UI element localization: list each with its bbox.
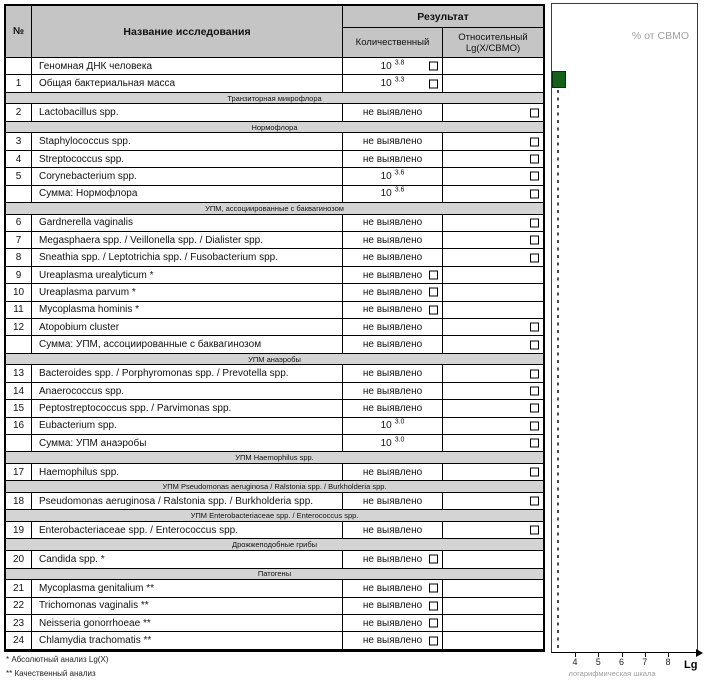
row-number: 18 — [6, 493, 32, 509]
row-number: 24 — [6, 632, 32, 648]
quantitative-value: не выявлено — [362, 217, 423, 229]
row-number — [6, 435, 32, 451]
quantitative-checkbox[interactable] — [429, 619, 438, 628]
quantitative-checkbox[interactable] — [429, 305, 438, 314]
quantitative-value: не выявлено — [362, 635, 423, 646]
study-name: Bacteroides spp. / Porphyromonas spp. / Prevotella spp. — [32, 365, 343, 381]
row-number — [6, 58, 32, 74]
table-row — [6, 104, 543, 121]
row-number: 9 — [6, 267, 32, 283]
quantitative-value: не выявлено — [362, 524, 423, 536]
row-number: 8 — [6, 249, 32, 265]
quantitative-value: не выявлено — [362, 286, 423, 298]
row-number: 11 — [6, 302, 32, 318]
table-row — [6, 493, 543, 510]
relative-checkbox[interactable] — [530, 253, 539, 262]
section-row — [6, 539, 543, 551]
study-name: Gardnerella vaginalis — [32, 215, 343, 231]
quantitative-value: не выявлено — [362, 617, 423, 629]
study-name: Ureaplasma parvum * — [32, 284, 343, 300]
quantitative-value: не выявлено — [362, 495, 423, 507]
results-table — [4, 4, 545, 652]
table-row — [6, 365, 543, 382]
quantitative-result — [343, 104, 443, 120]
row-number: 20 — [6, 551, 32, 567]
relative-result — [443, 232, 543, 248]
study-name: Ureaplasma urealyticum * — [32, 267, 343, 283]
table-row — [6, 267, 543, 284]
quantitative-result — [343, 383, 443, 399]
section-row — [6, 122, 543, 134]
table-row — [6, 598, 543, 615]
row-number: 3 — [6, 133, 32, 149]
section-row — [6, 354, 543, 366]
row-number: 15 — [6, 400, 32, 416]
section-label: УПМ Enterobacteriaceae spp. / Enterococcus spp. — [190, 511, 359, 521]
study-name: Геномная ДНК человека — [32, 58, 343, 74]
relative-result — [443, 418, 543, 434]
table-row — [6, 336, 543, 353]
study-name: Сумма: УПМ, ассоциированные с баквагинозом — [32, 336, 343, 352]
quantitative-value: 10 — [380, 188, 392, 200]
study-name: Megasphaera spp. / Veillonella spp. / Dialister spp. — [32, 232, 343, 248]
row-number: 14 — [6, 383, 32, 399]
bar-total-bacterial-mass — [552, 71, 566, 88]
row-number: 1 — [6, 75, 32, 91]
section-row — [6, 481, 543, 493]
axis-tick-label: 7 — [642, 657, 648, 667]
relative-checkbox[interactable] — [530, 218, 539, 227]
relative-checkbox[interactable] — [530, 387, 539, 396]
study-name: Haemophilus spp. — [32, 464, 343, 480]
quantitative-checkbox[interactable] — [429, 636, 438, 645]
section-label: УПМ анаэробы — [248, 354, 301, 364]
relative-result — [443, 249, 543, 265]
section-row — [6, 510, 543, 522]
row-number: 12 — [6, 319, 32, 335]
exponent-value: 3.6 — [394, 186, 405, 194]
footnote-qualitative-analysis: ** Качественный анализ — [6, 669, 96, 678]
relative-result — [443, 383, 543, 399]
table-row — [6, 522, 543, 539]
quantitative-value: 10 — [380, 78, 392, 90]
relative-result — [443, 284, 543, 300]
table-row — [6, 133, 543, 150]
table-row — [6, 400, 543, 417]
quantitative-result — [343, 580, 443, 596]
relative-result — [443, 551, 543, 567]
quantitative-value: не выявлено — [362, 269, 423, 281]
study-name: Mycoplasma genitalium ** — [32, 580, 343, 596]
relative-result — [443, 493, 543, 509]
table-row — [6, 435, 543, 452]
quantitative-result — [343, 168, 443, 184]
row-number: 16 — [6, 418, 32, 434]
study-name: Atopobium cluster — [32, 319, 343, 335]
study-name: Eubacterium spp. — [32, 418, 343, 434]
row-number: 10 — [6, 284, 32, 300]
section-label: УПМ Pseudomonas aeruginosa / Ralstonia spp. / Burkholderia spp. — [162, 482, 387, 492]
quantitative-value: не выявлено — [362, 582, 423, 594]
relative-result — [443, 400, 543, 416]
quantitative-value: не выявлено — [362, 600, 423, 612]
quantitative-checkbox[interactable] — [429, 288, 438, 297]
study-name: Staphylococcus spp. — [32, 133, 343, 149]
study-name: Pseudomonas aeruginosa / Ralstonia spp. / Burkholderia spp. — [32, 493, 343, 509]
table-row — [6, 632, 543, 649]
header-result: Результат — [343, 6, 543, 28]
relative-result — [443, 615, 543, 631]
study-name: Neisseria gonorrhoeae ** — [32, 615, 343, 631]
relative-result — [443, 435, 543, 451]
quantitative-checkbox[interactable] — [429, 601, 438, 610]
relative-result — [443, 75, 543, 91]
quantitative-checkbox[interactable] — [429, 79, 438, 88]
study-name: Peptostreptococcus spp. / Parvimonas spp. — [32, 400, 343, 416]
table-header — [6, 6, 543, 58]
relative-result — [443, 336, 543, 352]
relative-result — [443, 215, 543, 231]
relative-result — [443, 464, 543, 480]
table-row — [6, 151, 543, 168]
quantitative-value: не выявлено — [362, 402, 423, 414]
axis-arrow-icon — [696, 649, 703, 657]
quantitative-result — [343, 464, 443, 480]
study-name: Lactobacillus spp. — [32, 104, 343, 120]
axis-subtitle: логарифмическая шкала — [568, 669, 656, 678]
study-name: Enterobacteriaceae spp. / Enterococcus spp. — [32, 522, 343, 538]
quantitative-checkbox[interactable] — [429, 62, 438, 71]
header-study-name: Название исследования — [32, 6, 343, 57]
relative-result — [443, 104, 543, 120]
quantitative-value: не выявлено — [362, 553, 423, 565]
percent-of-cbmo-label: % от СВМО — [631, 30, 689, 42]
section-label: УПМ, ассоциированные с баквагинозом — [205, 203, 344, 213]
quantitative-value: не выявлено — [362, 107, 423, 119]
row-number — [6, 336, 32, 352]
header-relative: Относительный Lg(X/СВМО) — [458, 31, 528, 54]
quantitative-result — [343, 400, 443, 416]
exponent-value: 3.8 — [394, 59, 405, 67]
section-row — [6, 203, 543, 215]
relative-result — [443, 186, 543, 202]
axis-tick-label: 8 — [665, 657, 671, 667]
quantitative-result — [343, 232, 443, 248]
table-row — [6, 58, 543, 75]
table-row — [6, 464, 543, 481]
quantitative-result — [343, 435, 443, 451]
quantitative-value: не выявлено — [362, 339, 423, 351]
table-row — [6, 551, 543, 568]
section-row — [6, 452, 543, 464]
quantitative-result — [343, 267, 443, 283]
quantitative-result — [343, 598, 443, 614]
relative-result — [443, 267, 543, 283]
section-label: УПМ Haemophilus spp. — [235, 453, 314, 463]
quantitative-result — [343, 493, 443, 509]
table-row — [6, 383, 543, 400]
quantitative-result — [343, 632, 443, 648]
row-number: 23 — [6, 615, 32, 631]
quantitative-value: 10 — [380, 420, 392, 432]
row-number: 21 — [6, 580, 32, 596]
table-row — [6, 168, 543, 185]
quantitative-result — [343, 522, 443, 538]
row-number — [6, 186, 32, 202]
section-label: Патогены — [257, 569, 292, 579]
table-row — [6, 249, 543, 266]
study-name: Chlamydia trachomatis ** — [32, 632, 343, 648]
quantitative-value: не выявлено — [362, 304, 423, 316]
quantitative-result — [343, 615, 443, 631]
exponent-value: 3.3 — [394, 76, 405, 84]
relative-checkbox[interactable] — [530, 404, 539, 413]
relative-checkbox[interactable] — [530, 526, 539, 535]
quantitative-result — [343, 249, 443, 265]
relative-result — [443, 319, 543, 335]
relative-checkbox[interactable] — [530, 468, 539, 477]
table-row — [6, 186, 543, 203]
quantitative-result — [343, 215, 443, 231]
quantitative-value: не выявлено — [362, 321, 423, 333]
quantitative-value: не выявлено — [362, 136, 423, 148]
log-axis — [551, 653, 708, 693]
row-number: 6 — [6, 215, 32, 231]
study-name: Mycoplasma hominis * — [32, 302, 343, 318]
section-row — [6, 93, 543, 105]
axis-lg-label: Lg — [684, 659, 698, 671]
quantitative-result — [343, 365, 443, 381]
row-number: 2 — [6, 104, 32, 120]
table-row — [6, 319, 543, 336]
exponent-value: 3.0 — [394, 436, 405, 444]
relative-result — [443, 598, 543, 614]
study-name: Общая бактериальная масса — [32, 75, 343, 91]
table-row — [6, 302, 543, 319]
relative-checkbox[interactable] — [530, 340, 539, 349]
relative-checkbox[interactable] — [530, 108, 539, 117]
quantitative-value: не выявлено — [362, 466, 423, 478]
exponent-value: 3.0 — [394, 418, 405, 426]
relative-checkbox[interactable] — [530, 439, 539, 448]
section-row — [6, 569, 543, 581]
quantitative-value: не выявлено — [362, 385, 423, 397]
relative-checkbox[interactable] — [530, 369, 539, 378]
relative-result — [443, 632, 543, 648]
quantitative-checkbox[interactable] — [429, 555, 438, 564]
study-name: Sneathia spp. / Leptotrichia spp. / Fusobacterium spp. — [32, 249, 343, 265]
quantitative-value: 10 — [380, 60, 392, 72]
row-number: 7 — [6, 232, 32, 248]
relative-checkbox[interactable] — [530, 155, 539, 164]
row-number: 22 — [6, 598, 32, 614]
study-name: Streptococcus spp. — [32, 151, 343, 167]
relative-checkbox[interactable] — [530, 172, 539, 181]
relative-result — [443, 580, 543, 596]
relative-result — [443, 302, 543, 318]
table-rows — [6, 58, 543, 650]
quantitative-checkbox[interactable] — [429, 584, 438, 593]
quantitative-result — [343, 151, 443, 167]
header-quantitative: Количественный — [343, 28, 443, 57]
relative-checkbox[interactable] — [530, 497, 539, 506]
relative-checkbox[interactable] — [530, 323, 539, 332]
axis-tick-label: 4 — [572, 657, 578, 667]
table-row — [6, 215, 543, 232]
relative-result — [443, 522, 543, 538]
threshold-dashed-line — [557, 90, 559, 650]
quantitative-result — [343, 186, 443, 202]
quantitative-result — [343, 336, 443, 352]
table-row — [6, 232, 543, 249]
header-result-group — [343, 6, 543, 57]
quantitative-value: не выявлено — [362, 153, 423, 165]
axis-tick-label: 6 — [618, 657, 624, 667]
relative-result — [443, 58, 543, 74]
row-number: 13 — [6, 365, 32, 381]
relative-result — [443, 133, 543, 149]
row-number: 19 — [6, 522, 32, 538]
study-name: Anaerococcus spp. — [32, 383, 343, 399]
relative-checkbox[interactable] — [530, 236, 539, 245]
footnote-absolute-analysis: * Абсолютный анализ Lg(X) — [6, 655, 109, 664]
section-label: Транзиторная микрофлора — [227, 93, 322, 103]
relative-checkbox[interactable] — [530, 137, 539, 146]
quantitative-result — [343, 302, 443, 318]
row-number: 17 — [6, 464, 32, 480]
table-row — [6, 75, 543, 92]
table-row — [6, 615, 543, 632]
row-number: 5 — [6, 168, 32, 184]
quantitative-value: 10 — [380, 170, 392, 182]
study-name: Сумма: УПМ анаэробы — [32, 435, 343, 451]
quantitative-result — [343, 58, 443, 74]
study-name: Corynebacterium spp. — [32, 168, 343, 184]
study-name: Сумма: Нормофлора — [32, 186, 343, 202]
quantitative-result — [343, 418, 443, 434]
quantitative-value: 10 — [380, 437, 392, 449]
relative-checkbox[interactable] — [530, 421, 539, 430]
quantitative-result — [343, 75, 443, 91]
axis-tick-label: 5 — [595, 657, 601, 667]
quantitative-value: не выявлено — [362, 234, 423, 246]
section-label: Нормофлора — [251, 122, 298, 132]
section-label: Дрожжеподобные грибы — [231, 540, 318, 550]
exponent-value: 3.6 — [394, 169, 405, 177]
relative-result — [443, 151, 543, 167]
table-row — [6, 580, 543, 597]
relative-result — [443, 365, 543, 381]
quantitative-result — [343, 319, 443, 335]
quantitative-checkbox[interactable] — [429, 271, 438, 280]
relative-result — [443, 168, 543, 184]
study-name: Candida spp. * — [32, 551, 343, 567]
study-name: Trichomonas vaginalis ** — [32, 598, 343, 614]
quantitative-value: не выявлено — [362, 368, 423, 380]
quantitative-result — [343, 133, 443, 149]
table-row — [6, 284, 543, 301]
relative-checkbox[interactable] — [530, 189, 539, 198]
table-row — [6, 418, 543, 435]
quantitative-result — [343, 551, 443, 567]
chart-panel — [551, 3, 698, 653]
quantitative-result — [343, 284, 443, 300]
row-number: 4 — [6, 151, 32, 167]
quantitative-value: не выявлено — [362, 252, 423, 264]
header-num: № — [6, 6, 32, 57]
